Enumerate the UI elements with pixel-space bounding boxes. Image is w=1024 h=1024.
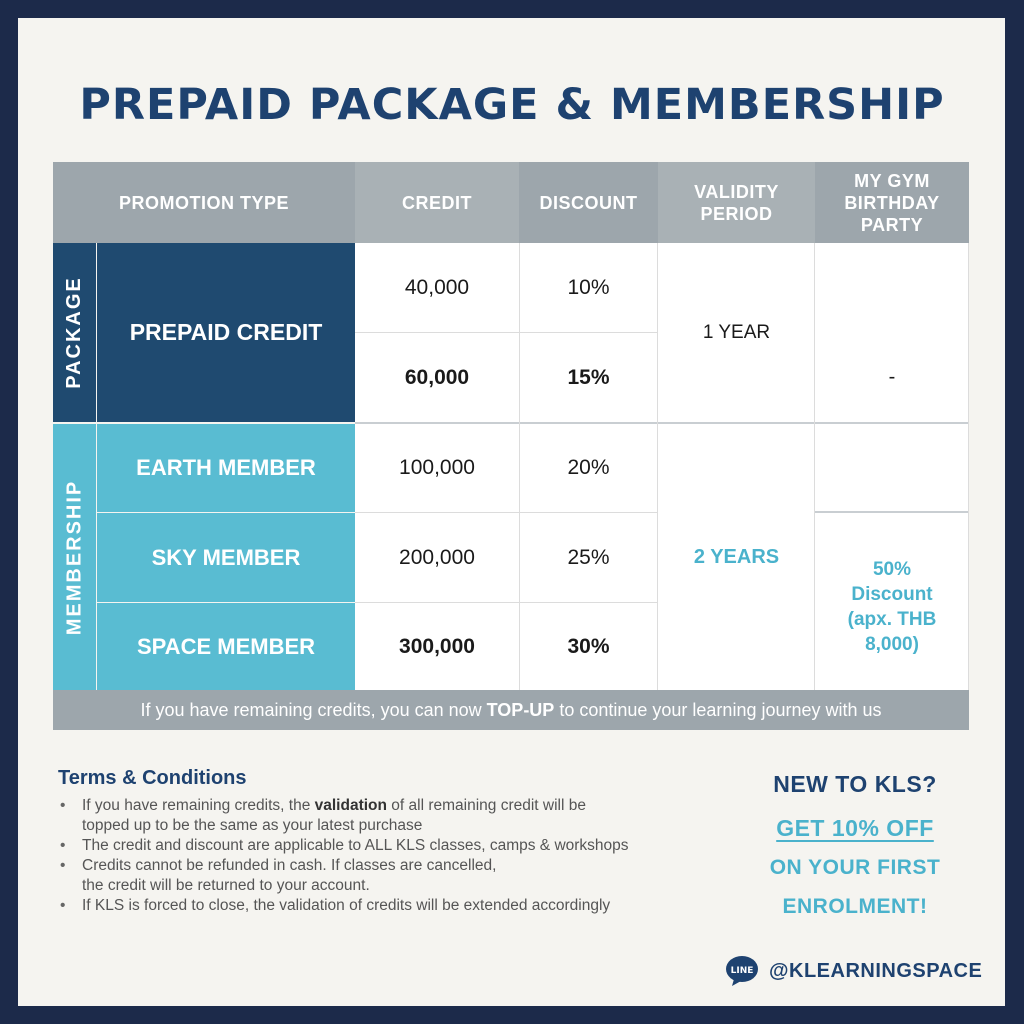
header-validity (658, 162, 815, 243)
membership-birthday-line1: 50% (872, 558, 912, 580)
terms-item: • Credits cannot be refunded in cash. If classes are cancelled, the credit will be returned to your account. (58, 856, 738, 896)
terms-item: • If KLS is forced to close, the validation of credits will be extended accordingly (58, 896, 738, 916)
topup-banner (53, 690, 969, 730)
header-validity-line2: PERIOD (700, 203, 773, 224)
membership-validity: 2 YEARS (658, 424, 815, 690)
line-contact[interactable] (725, 955, 982, 987)
grid-line (968, 243, 969, 690)
terms-item: • The credit and discount are applicable to ALL KLS classes, camps & workshops (58, 836, 738, 856)
membership-birthday-line3: (apx. THB (847, 608, 937, 630)
promo-line-2[interactable]: GET 10% OFF (776, 815, 934, 841)
membership-birthday-line2: Discount (851, 583, 933, 605)
header-birthday-line3: PARTY (860, 214, 924, 235)
promo-line-4: ENROLMENT! (782, 895, 928, 918)
terms-item: • If you have remaining credits, the validation of all remaining credit will be topped up to be the same as your latest purchase (58, 796, 738, 836)
package-birthday: - (815, 243, 969, 511)
membership-credit-sky: 200,000 (355, 513, 519, 602)
grid-line (96, 243, 97, 690)
grid-line (355, 422, 969, 424)
topup-text-after: to continue your learning journey with us (554, 699, 882, 720)
header-discount: DISCOUNT (519, 162, 658, 243)
header-birthday-line2: BIRTHDAY (844, 192, 940, 213)
page-title: PREPAID PACKAGE & MEMBERSHIP (79, 80, 945, 130)
package-validity: 1 YEAR (658, 243, 815, 422)
package-side-label: PACKAGE (53, 243, 96, 422)
header-credit: CREDIT (355, 162, 519, 243)
topup-text-before: If you have remaining credits, you can now (140, 699, 487, 720)
grid-line (355, 512, 658, 513)
header-validity-line1: VALIDITY (694, 181, 779, 202)
package-discount-1: 10% (519, 243, 658, 332)
package-discount-2: 15% (519, 333, 658, 422)
grid-line (355, 332, 658, 333)
membership-birthday (815, 513, 969, 690)
header-birthday (815, 162, 969, 243)
membership-name-earth: EARTH MEMBER (97, 424, 355, 512)
membership-credit-space: 300,000 (355, 603, 519, 690)
grid-line (814, 243, 815, 690)
line-handle[interactable]: @KLEARNINGSPACE (769, 959, 983, 982)
membership-credit-earth: 100,000 (355, 424, 519, 512)
membership-side-label: MEMBERSHIP (53, 424, 96, 690)
grid-line (519, 243, 520, 690)
membership-birthday-line4: 8,000) (865, 633, 919, 655)
svg-text:LINE: LINE (730, 966, 754, 976)
package-name: PREPAID CREDIT (97, 243, 355, 422)
line-chat-icon (725, 955, 759, 987)
membership-discount-space: 30% (519, 603, 658, 690)
terms-title: Terms & Conditions (58, 767, 247, 789)
grid-line (355, 602, 658, 603)
grid-line (53, 422, 355, 424)
terms-list (58, 796, 738, 916)
grid-line (657, 243, 658, 690)
membership-name-space: SPACE MEMBER (97, 603, 355, 690)
topup-highlight: TOP-UP (486, 699, 555, 720)
membership-name-sky: SKY MEMBER (97, 513, 355, 602)
package-credit-1: 40,000 (355, 243, 519, 332)
header-birthday-line1: MY GYM (854, 170, 930, 191)
promo-line-3: ON YOUR FIRST (769, 856, 941, 879)
promo-line-1: NEW TO KLS? (773, 771, 937, 797)
membership-discount-earth: 20% (519, 424, 658, 512)
package-credit-2: 60,000 (355, 333, 519, 422)
grid-line (815, 511, 969, 513)
header-promotion-type: PROMOTION TYPE (53, 162, 355, 243)
membership-discount-sky: 25% (519, 513, 658, 602)
